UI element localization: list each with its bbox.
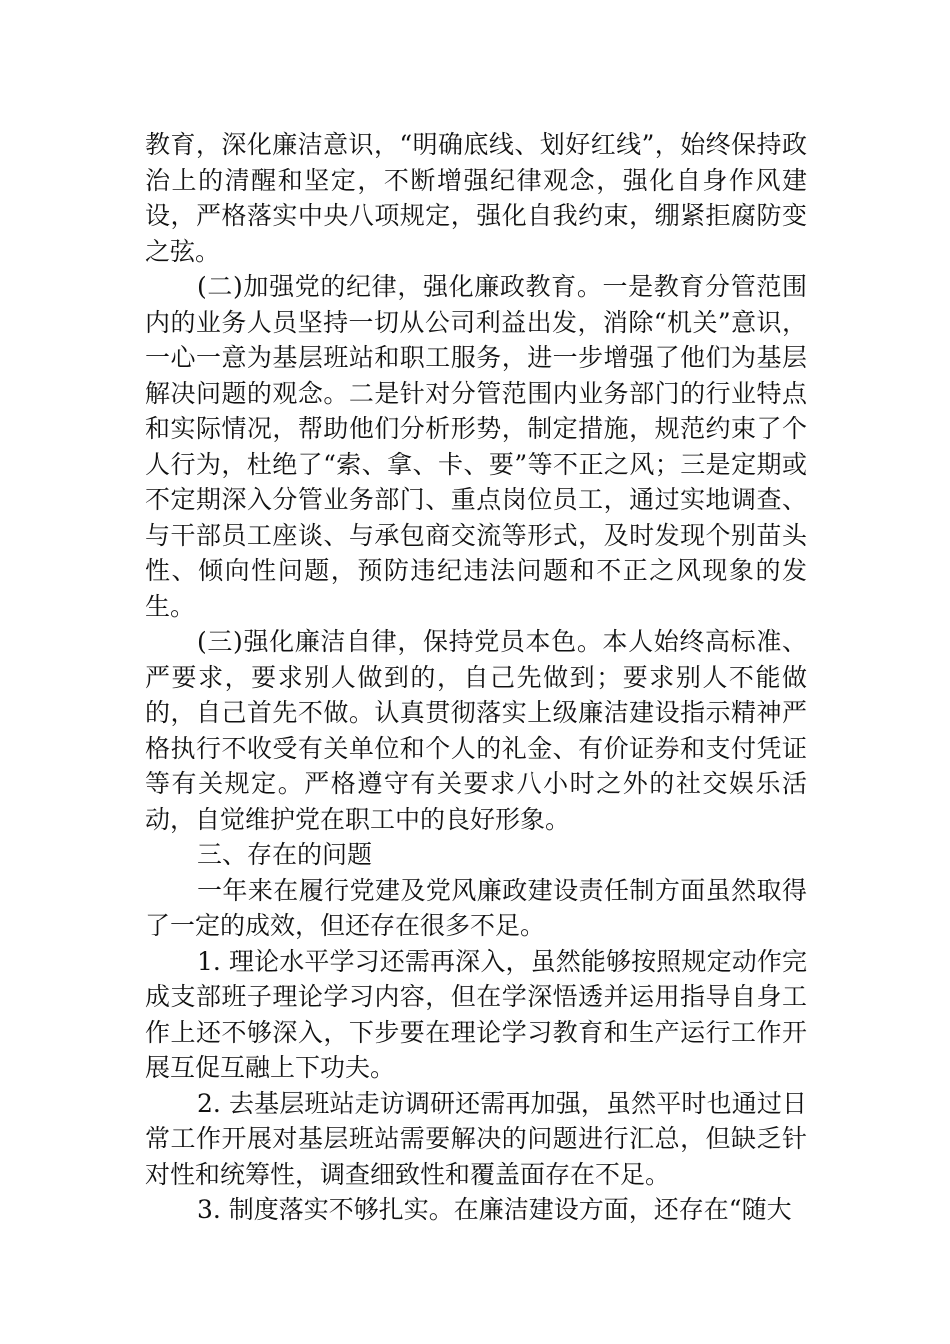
paragraph-problems-intro: 一年来在履行党建及党风廉政建设责任制方面虽然取得了一定的成效，但还存在很多不足。	[145, 875, 807, 940]
paragraph-continuation: 教育，深化廉洁意识，“明确底线、划好红线”，始终保持政治上的清醒和坚定，不断增强纪律观念，强化自身作风建设，严格落实中央八项规定，强化自我约束，绷紧拒腐防变之弦。	[145, 130, 807, 266]
list-item-problem-1: 1. 理论水平学习还需再深入，虽然能够按照规定动作完成支部班子理论学习内容，但在学深悟透并运用指导自身工作上还不够深入，下步要在理论学习教育和生产运行工作开展互促互融上下功夫。	[145, 946, 807, 1082]
list-item-problem-3: 3. 制度落实不够扎实。在廉洁建设方面，还存在“随大	[197, 1195, 792, 1224]
paragraph-party-discipline: (二)加强党的纪律，强化廉政教育。一是教育分管范围内的业务人员坚持一切从公司利益出发，消除“机关”意识，一心一意为基层班站和职工服务，进一步增强了他们为基层解决问题的观念。二是针对分管范围内业务部门的行业特点和实际情况，帮助他们分析形势，制定措施，规范约束了个人行为，杜绝了“索、拿、卡、要”等不正之风；三是定期或不定期深入分管业务部门、重点岗位员工，通过实地调查、与干部员工座谈、与承包商交流等形式，及时发现个别苗头性、倾向性问题，预防违纪违法问题和不正之风现象的发生。	[145, 272, 807, 621]
list-item-problem-2: 2. 去基层班站走访调研还需再加强，虽然平时也通过日常工作开展对基层班站需要解决的问题进行汇总，但缺乏针对性和统筹性，调查细致性和覆盖面存在不足。	[145, 1088, 807, 1189]
section-heading-existing-problems: 三、存在的问题	[197, 840, 373, 869]
document-body	[145, 127, 807, 1228]
paragraph-integrity-self-discipline: (三)强化廉洁自律，保持党员本色。本人始终高标准、严要求，要求别人做到的，自己先做到；要求别人不能做的，自己首先不做。认真贯彻落实上级廉洁建设指示精神严格执行不收受有关单位和个人的礼金、有价证券和支付凭证等有关规定。严格遵守有关要求八小时之外的社交娱乐活动，自觉维护党在职工中的良好形象。	[145, 627, 807, 834]
